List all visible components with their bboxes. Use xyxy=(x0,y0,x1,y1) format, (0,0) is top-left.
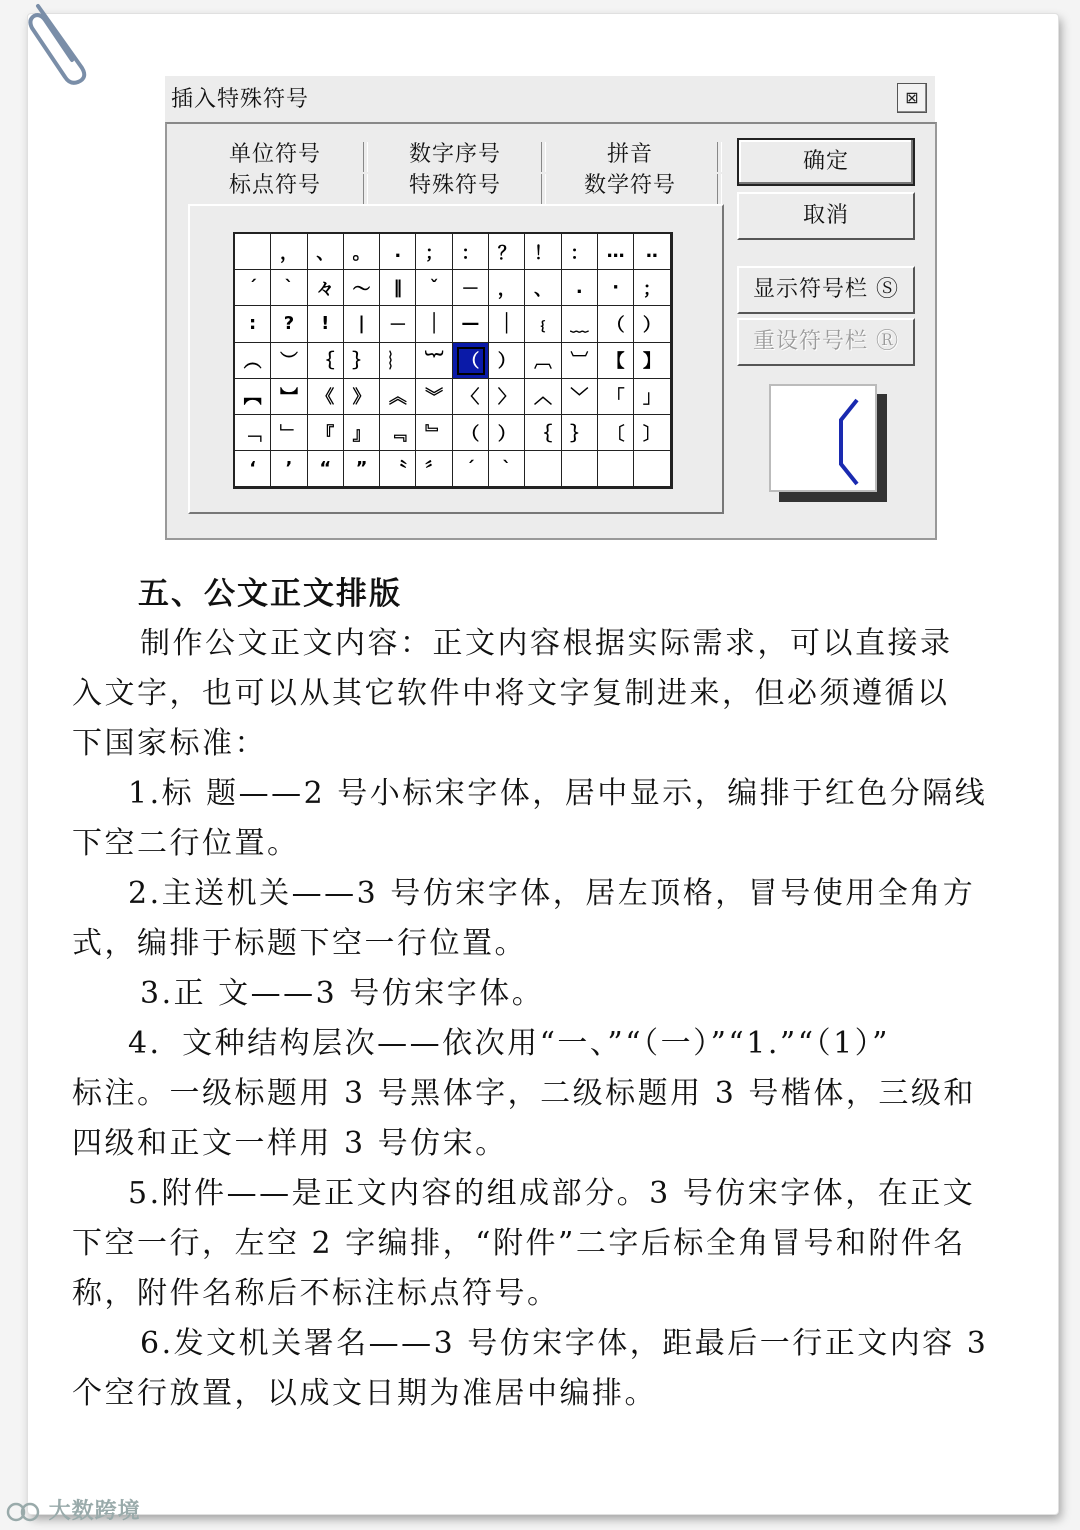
symbol-cell[interactable]: ？ xyxy=(489,234,525,270)
paragraph-line: 1.标 题——2 号小标宋字体，居中显示，编排于红色分隔线 xyxy=(128,776,988,811)
symbol-cell[interactable]: ︼ xyxy=(271,379,307,415)
symbol-cell[interactable]: ﹀ xyxy=(562,379,598,415)
cancel-button[interactable]: 取消 xyxy=(737,192,915,240)
symbol-cell[interactable]: ˊ xyxy=(453,451,489,487)
tab-divider xyxy=(363,142,368,172)
watermark-text: 大数跨境 xyxy=(48,1499,141,1524)
symbol-cell[interactable] xyxy=(598,451,634,487)
symbol-cell[interactable]: ﹂ xyxy=(271,415,307,451)
symbol-cell[interactable] xyxy=(235,234,271,270)
symbol-cell[interactable]: — xyxy=(453,306,489,342)
symbol-cell[interactable]: ︸ xyxy=(416,343,452,379)
paragraph-line: 5.附件——是正文内容的组成部分。3 号仿宋字体，在正文 xyxy=(128,1176,976,1211)
tab-special-symbols[interactable]: 特殊符号 xyxy=(408,173,501,198)
paragraph-line: 2.主送机关——3 号仿宋字体，居左顶格，冒号使用全角方 xyxy=(128,876,976,911)
symbol-cell[interactable]: 〉 xyxy=(489,379,525,415)
symbol-grid xyxy=(233,232,673,489)
tab-pinyin[interactable]: 拼音 xyxy=(606,142,653,167)
symbol-cell[interactable]: 【 xyxy=(598,343,634,379)
symbol-cell[interactable]: . xyxy=(562,270,598,306)
tab-number-symbols[interactable]: 数字序号 xyxy=(408,142,501,167)
symbol-cell[interactable]: 。 xyxy=(344,234,380,270)
paperclip-icon xyxy=(20,0,90,90)
symbol-cell[interactable]: ～ xyxy=(344,270,380,306)
symbol-cell[interactable]: ﹛ xyxy=(525,306,561,342)
symbol-cell[interactable]: 、 xyxy=(525,270,561,306)
paragraph-line: 下空一行，左空 2 字编排，“附件”二字后标全角冒号和附件名 xyxy=(72,1226,966,1261)
symbol-cell[interactable]: 』 xyxy=(344,415,380,451)
symbol-cell[interactable]: ? xyxy=(271,306,307,342)
symbol-cell[interactable]: ︿ xyxy=(525,379,561,415)
symbol-cell[interactable]: │ xyxy=(416,306,452,342)
paragraph-line: 下空二行位置。 xyxy=(72,826,300,861)
symbol-cell[interactable]: ： xyxy=(453,234,489,270)
ok-button[interactable]: 确定 xyxy=(737,138,915,186)
tab-divider xyxy=(717,142,722,172)
symbol-cell[interactable]: “ xyxy=(308,451,344,487)
watermark-logo-icon xyxy=(6,1501,40,1523)
symbol-cell[interactable]: 〞 xyxy=(416,451,452,487)
symbol-cell[interactable]: ， xyxy=(271,234,307,270)
symbol-cell[interactable]: ︶ xyxy=(271,343,307,379)
symbol-cell[interactable]: ︴ xyxy=(380,343,416,379)
paragraph-line: 四级和正文一样用 3 号仿宋。 xyxy=(72,1126,508,1161)
symbol-cell[interactable] xyxy=(525,451,561,487)
symbol-cell[interactable]: ︹ xyxy=(525,343,561,379)
paragraph-line: 式，编排于标题下空一行位置。 xyxy=(72,926,527,961)
symbol-cell[interactable]: ︵ xyxy=(235,343,271,379)
show-symbol-bar-button[interactable]: 显示符号栏 Ⓢ xyxy=(737,266,915,314)
symbol-cell[interactable]: · xyxy=(598,270,634,306)
symbol-cell[interactable]: ） xyxy=(489,415,525,451)
symbol-cell[interactable]: ” xyxy=(344,451,380,487)
tab-unit-symbols[interactable]: 单位符号 xyxy=(228,142,321,167)
symbol-cell[interactable]: （ xyxy=(598,306,634,342)
paragraph-line: 下国家标准： xyxy=(72,726,267,761)
symbol-cell[interactable]: ﹄ xyxy=(416,415,452,451)
tab-divider xyxy=(541,174,546,204)
symbol-cell[interactable]: ｝ xyxy=(344,343,380,379)
symbol-cell[interactable]: 、 xyxy=(308,234,344,270)
symbol-cell[interactable]: | xyxy=(344,306,380,342)
symbol-cell[interactable]: ｝ xyxy=(562,415,598,451)
symbol-cell[interactable]: ﹁ xyxy=(235,415,271,451)
reset-symbol-bar-button: 重设符号栏 Ⓡ xyxy=(737,318,915,366)
symbol-cell[interactable]: ｛ xyxy=(525,415,561,451)
symbol-cell[interactable]: － xyxy=(380,306,416,342)
symbol-cell[interactable]: ） xyxy=(634,306,670,342)
paragraph-line: 标注。一级标题用 3 号黑体字，二级标题用 3 号楷体，三级和 xyxy=(72,1076,976,1111)
symbol-cell[interactable]: ︻ xyxy=(235,379,271,415)
paragraph-line: 称，附件名称后不标注标点符号。 xyxy=(72,1276,560,1311)
paragraph-line: 3.正 文——3 号仿宋字体。 xyxy=(140,976,545,1011)
symbol-cell[interactable]: ﹃ xyxy=(380,415,416,451)
paragraph-line: 个空行放置，以成文日期为准居中编排。 xyxy=(72,1376,657,1411)
symbol-cell[interactable]: ， xyxy=(489,270,525,306)
symbol-cell[interactable]: 〈 xyxy=(453,379,489,415)
tab-divider xyxy=(717,174,722,204)
symbol-preview xyxy=(769,384,877,492)
symbol-cell[interactable]: ˋ xyxy=(271,270,307,306)
symbol-cell[interactable]: ˋ xyxy=(489,451,525,487)
symbol-cell[interactable]: ˇ xyxy=(416,270,452,306)
symbol-cell[interactable]: ‘ xyxy=(235,451,271,487)
watermark xyxy=(6,1494,141,1525)
close-icon[interactable]: ⊠ xyxy=(897,83,927,113)
symbol-cell[interactable]: ； xyxy=(416,234,452,270)
section-heading: 五、公文正文排版 xyxy=(138,576,402,612)
symbol-cell[interactable] xyxy=(634,451,670,487)
paragraph-line: 入文字，也可以从其它软件中将文字复制进来，但必须遵循以 xyxy=(72,676,950,711)
symbol-cell[interactable]: . xyxy=(380,234,416,270)
symbol-cell[interactable]: ‖ xyxy=(380,270,416,306)
symbol-cell[interactable]: 々 xyxy=(308,270,344,306)
symbol-cell[interactable]: 「 xyxy=(598,379,634,415)
symbol-cell[interactable]: ） xyxy=(489,343,525,379)
symbol-cell[interactable]: ﹏ xyxy=(562,306,598,342)
dialog-title: 插入特殊符号 xyxy=(171,87,310,112)
symbol-cell[interactable]: 】 xyxy=(634,343,670,379)
insert-symbol-dialog xyxy=(165,76,935,538)
symbol-cell[interactable]: ： xyxy=(562,234,598,270)
symbol-cell[interactable]: 〔 xyxy=(598,415,634,451)
symbol-cell[interactable]: ! xyxy=(308,306,344,342)
symbol-cell[interactable]: ︾ xyxy=(416,379,452,415)
paragraph-line: 4．文种结构层次——依次用“一、”“（一）”“1.”“（1）” xyxy=(128,1026,890,1061)
symbol-cell[interactable]: 〝 xyxy=(380,451,416,487)
tab-math-symbols[interactable]: 数学符号 xyxy=(583,173,676,198)
symbol-cell[interactable]: ︽ xyxy=(380,379,416,415)
tab-divider xyxy=(541,142,546,172)
symbol-cell[interactable]: 」 xyxy=(634,379,670,415)
symbol-cell[interactable]: : xyxy=(235,306,271,342)
symbol-cell[interactable]: ︺ xyxy=(562,343,598,379)
symbol-cell[interactable]: ！ xyxy=(525,234,561,270)
symbol-cell[interactable]: 《 xyxy=(308,379,344,415)
symbol-cell[interactable]: │ xyxy=(489,306,525,342)
symbol-cell[interactable]: ’ xyxy=(271,451,307,487)
symbol-cell[interactable]: 〕 xyxy=(634,415,670,451)
symbol-cell[interactable]: （ xyxy=(453,343,489,379)
tab-punctuation[interactable]: 标点符号 xyxy=(228,173,321,198)
symbol-cell[interactable]: … xyxy=(598,234,634,270)
preview-bracket-icon xyxy=(771,386,875,490)
tab-divider xyxy=(363,174,368,204)
symbol-cell[interactable]: ｛ xyxy=(308,343,344,379)
symbol-cell[interactable]: 》 xyxy=(344,379,380,415)
symbol-cell[interactable]: － xyxy=(453,270,489,306)
symbol-cell[interactable]: ‥ xyxy=(634,234,670,270)
symbol-cell[interactable] xyxy=(562,451,598,487)
symbol-cell[interactable]: ； xyxy=(634,270,670,306)
paragraph-line: 制作公文正文内容：正文内容根据实际需求，可以直接录 xyxy=(140,626,953,661)
paragraph-line: 6.发文机关署名——3 号仿宋字体，距最后一行正文内容 3 xyxy=(140,1326,989,1361)
symbol-cell[interactable]: ˊ xyxy=(235,270,271,306)
symbol-cell[interactable]: （ xyxy=(453,415,489,451)
symbol-cell[interactable]: 『 xyxy=(308,415,344,451)
